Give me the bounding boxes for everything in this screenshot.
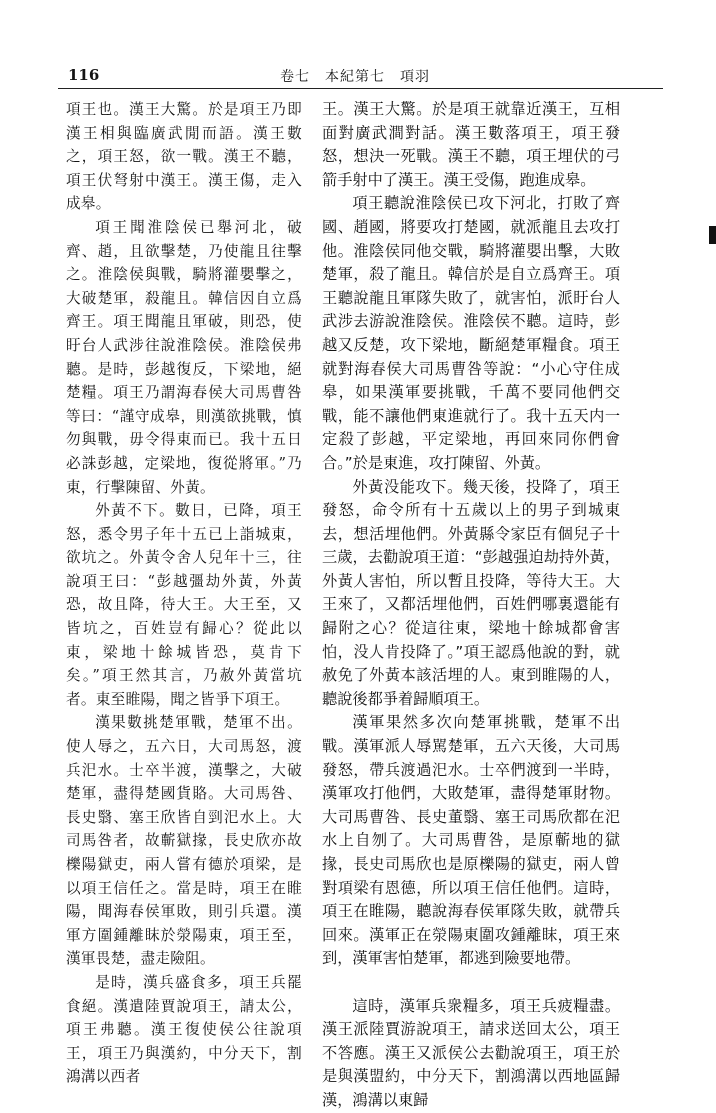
translation-paragraph: 這時，漢軍兵衆糧多，項王兵疲糧盡。漢王派陸賈游說項王，請求送回太公，項王不答應。漢王又派侯公去勸說項王，項王於是與漢盟約，中分天下，割鴻溝以西地區歸漢，鴻溝以東歸 xyxy=(322,996,620,1109)
translation-column xyxy=(322,98,620,1109)
translation-paragraph: 漢軍果然多次向楚軍挑戰，楚軍不出戰。漢軍派人辱駡楚軍，五六天後，大司馬發怒，帶兵渡過汜水。士卒們渡到一半時，漢軍攻打他們，大敗楚軍，盡得楚軍財物。大司馬曹咎、長史董翳、塞王司馬欣都在汜水上自刎了。大司馬曹咎，是原蘄地的獄掾，長史司馬欣也是原櫟陽的獄吏，兩人曾對項梁有恩德，所以項王信任他們。這時，項王在睢陽，聽說海春侯軍隊失敗，就帶兵回來。漢軍正在滎陽東圍攻鍾離眜，項王來到，漢軍害怕楚軍，都逃到險要地帶。 xyxy=(322,713,620,968)
translation-paragraph: 王。漢王大驚。於是項王就靠近漢王，互相面對廣武澗對話。漢王數落項王，項王發怒，想決一死戰。漢王不聽，項王埋伏的弓箭手射中了漢王。漢王受傷，跑進成皋。 xyxy=(322,100,620,189)
classical-paragraph: 外黃不下。數日，已降，項王怒，悉令男子年十五已上詣城東，欲坑之。外黃令舍人兒年十三，往說項王曰：“彭越彊劫外黃，外黃恐，故且降，待大王。大王至，又皆坑之，百姓豈有歸心？從此以東，梁地十餘城皆恐，莫肯下矣。”項王然其言，乃赦外黃當坑者。東至睢陽，聞之皆爭下項王。 xyxy=(66,502,302,708)
translation-paragraph: 外黃没能攻下。幾天後，投降了，項王發怒，命令所有十五歲以上的男子到城東去，想活埋他們。外黃縣令家臣有個兒子十三歲，去勸說項王道：“彭越强迫劫持外黃，外黃人害怕，所以暫且投降，等待大王。大王來了，又都活埋他們，百姓們哪裏還能有歸附之心？從這往東，梁地十餘城都會害怕，没人肯投降了。”項王認爲他說的對，就赦免了外黃本該活埋的人。東到睢陽的人，聽說後都爭着歸順項王。 xyxy=(322,477,620,708)
page-number: 116 xyxy=(68,66,100,84)
classical-paragraph: 是時，漢兵盛食多，項王兵罷食絕。漢遣陸賈說項王，請太公，項王弗聽。漢王復使侯公往說項王，項王乃與漢約，中分天下，割鴻溝以西者 xyxy=(66,973,302,1086)
page-header xyxy=(58,66,663,89)
classical-paragraph: 項王也。漢王大驚。於是項王乃即漢王相與臨廣武閒而語。漢王數之，項王怒，欲一戰。漢王不聽，項王伏弩射中漢王。漢王傷，走入成皋。 xyxy=(66,101,302,213)
page-edge-marker xyxy=(709,226,716,244)
classical-text-column xyxy=(66,98,302,1086)
translation-paragraph: 項王聽說淮陰侯已攻下河北，打敗了齊國、趙國，將要攻打楚國，就派龍且去攻打他。淮陰侯同他交戰，騎將灌嬰出擊，大敗楚軍，殺了龍且。韓信於是自立爲齊王。項王聽說龍且軍隊失敗了，就害怕，派盱台人武涉去游說淮陰侯。淮陰侯不聽。這時，彭越又反楚，攻下梁地，斷絕楚軍糧食。項王就對海春侯大司馬曹咎等說：“小心守住成皋，如果漢軍要挑戰，千萬不要同他們交戰，能不讓他們東進就行了。我十五天内一定殺了彭越，平定梁地，再回來同你們會合。”於是東進，攻打陳留、外黃。 xyxy=(322,194,620,472)
running-head: 卷七 本紀第七 項羽 xyxy=(280,69,430,85)
classical-paragraph: 項王聞淮陰侯已舉河北，破齊、趙，且欲擊楚，乃使龍且往擊之。淮陰侯與戰，騎將灌嬰擊之，大破楚軍，殺龍且。韓信因自立爲齊王。項王聞龍且軍破，則恐，使盱台人武涉往說淮陰侯。淮陰侯弗聽。是時，彭越復反，下梁地，絕楚糧。項王乃謂海春侯大司馬曹咎等曰：“謹守成皋，則漢欲挑戰，慎勿與戰，毋令得東而已。我十五日必誅彭越，定梁地，復從將軍。”乃東，行擊陳留、外黃。 xyxy=(66,218,302,496)
classical-paragraph: 漢果數挑楚軍戰，楚軍不出。使人辱之，五六日，大司馬怒，渡兵汜水。士卒半渡，漢擊之，大破楚軍，盡得楚國貨賂。大司馬咎、長史翳、塞王欣皆自剄汜水上。大司馬咎者，故蘄獄掾，長史欣亦故櫟陽獄吏，兩人嘗有德於項梁，是以項王信任之。當是時，項王在睢陽，聞海春侯軍敗，則引兵還。漢軍方圍鍾離眜於滎陽東，項王至，漢軍畏楚，盡走險阻。 xyxy=(66,714,302,968)
